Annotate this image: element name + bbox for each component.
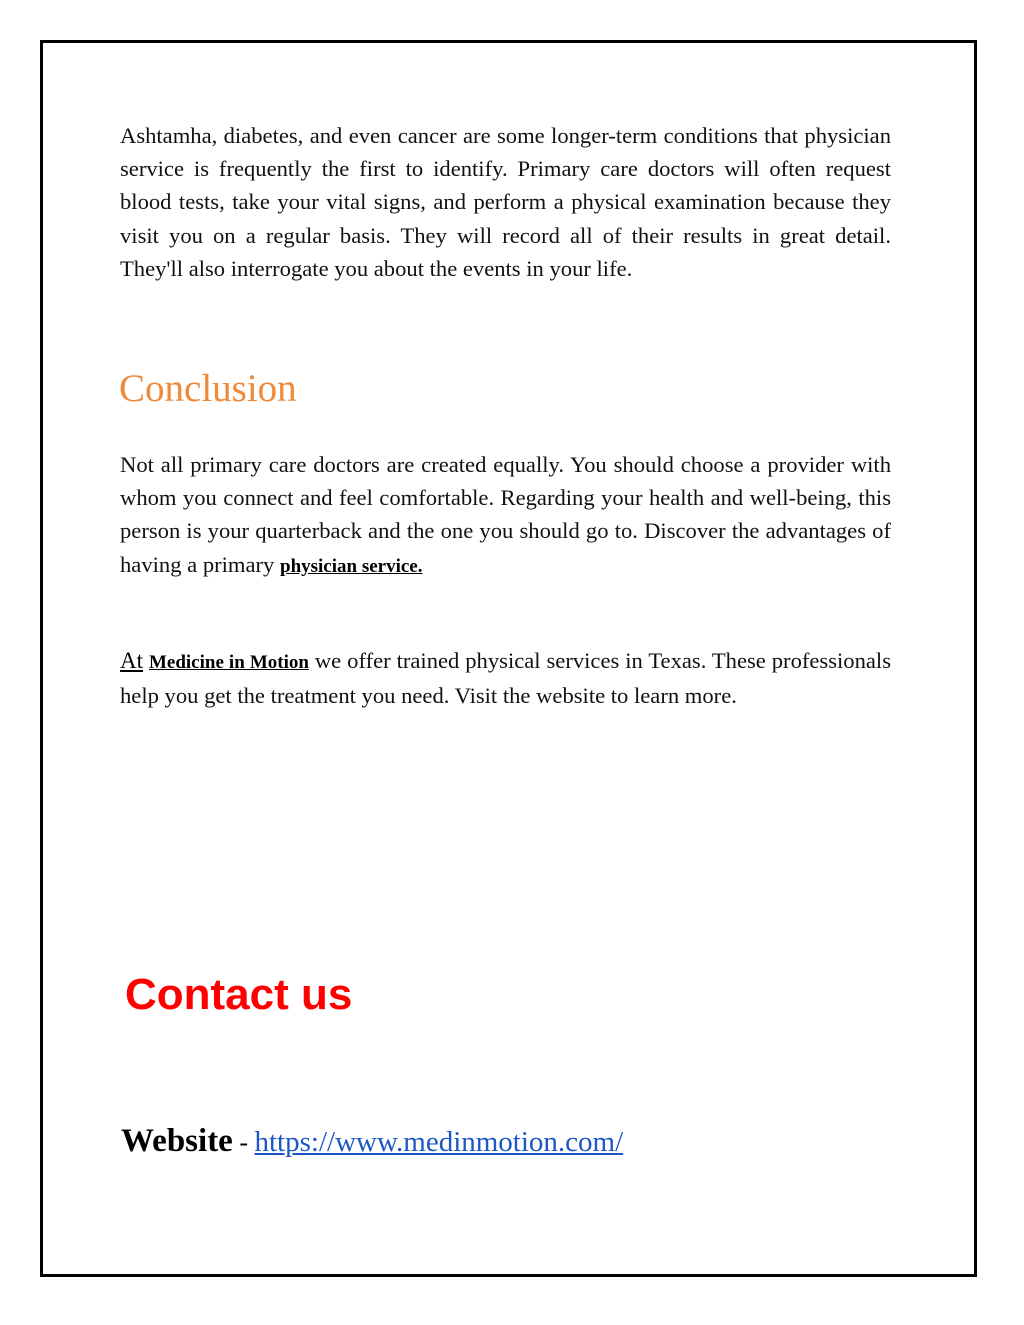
conclusion-paragraph-text: Not all primary care doctors are created equally. You should choose a provider with whom you connect and feel comfortable. Regarding your health and well-being, this person is your quarterback and the one you should go to. Discover the advantages of having a primary: [120, 452, 891, 577]
at-word-link[interactable]: At: [120, 648, 143, 673]
website-url-link[interactable]: https://www.medinmotion.com/: [254, 1126, 624, 1158]
closing-paragraph: [120, 644, 891, 712]
conclusion-paragraph: [120, 448, 891, 583]
physician-service-link[interactable]: physician service.: [280, 555, 423, 577]
conclusion-heading: Conclusion: [119, 367, 297, 410]
intro-paragraph: Ashtamha, diabetes, and even cancer are some longer-term conditions that physician service is frequently the first to identify. Primary care doctors will often request blood tests, take your vital signs, and perform a physical examination because they visit you on a regular basis. They will record all of their results in great detail. They'll also interrogate you about the events in your life.: [120, 123, 891, 281]
medicine-in-motion-link[interactable]: Medicine in Motion: [148, 652, 309, 673]
website-line: [121, 1118, 623, 1166]
website-separator: -: [232, 1128, 255, 1157]
contact-us-heading: Contact us: [125, 970, 353, 1019]
website-label: Website: [121, 1123, 233, 1159]
closing-paragraph-text: we offer trained physical services in Texas. These professionals help you get the treatment you need. Visit the website to learn more.: [120, 648, 891, 709]
